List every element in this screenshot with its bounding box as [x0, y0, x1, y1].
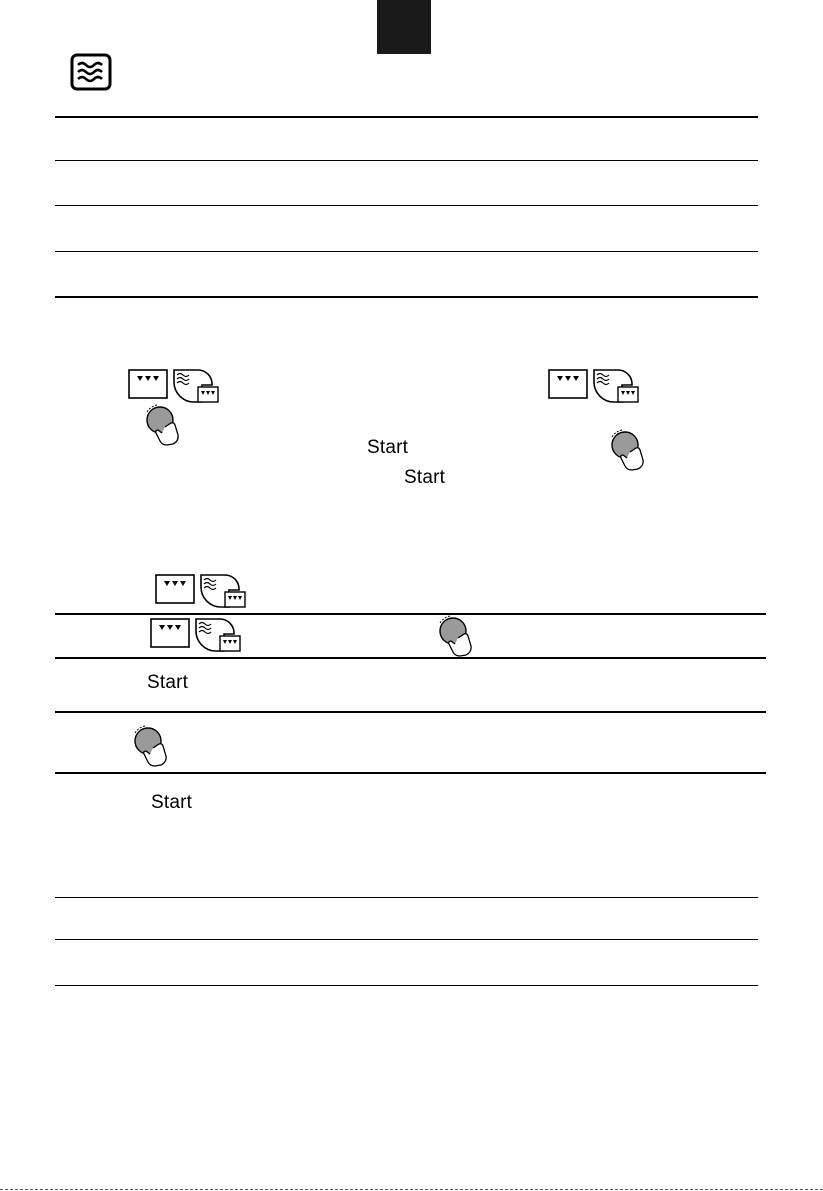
steps-table-top-rule: [55, 613, 766, 615]
start-button-label: Start: [151, 792, 193, 813]
table-bottom-rule: [55, 296, 758, 298]
table-row-rule: [55, 251, 758, 252]
grill-combination-buttons-icon: [155, 572, 247, 610]
steps-table-row-rule: [55, 772, 766, 774]
start-button-label: Start: [404, 467, 446, 488]
grill-combination-buttons-icon: [150, 616, 242, 654]
table-row-rule: [55, 205, 758, 206]
grill-combination-buttons-icon: [128, 367, 220, 405]
rotary-dial-icon: [131, 724, 171, 768]
page-tab-marker: [377, 0, 431, 54]
rotary-dial-icon: [436, 614, 476, 658]
steps-table-row-rule: [55, 657, 766, 659]
table-bottom-rule: [55, 985, 758, 986]
table-top-rule: [55, 116, 758, 118]
rotary-dial-icon: [143, 403, 183, 447]
table-row-rule: [55, 160, 758, 161]
rotary-dial-icon: [608, 428, 648, 472]
start-button-label: Start: [367, 437, 409, 458]
grill-combination-buttons-icon: [548, 367, 640, 405]
start-button-label: Start: [147, 672, 189, 693]
page-bottom-edge: [0, 1189, 823, 1190]
table-row-rule: [55, 939, 758, 940]
table-row-rule: [55, 897, 758, 898]
steps-table-row-rule: [55, 711, 766, 713]
microwave-mode-icon: [70, 53, 112, 91]
